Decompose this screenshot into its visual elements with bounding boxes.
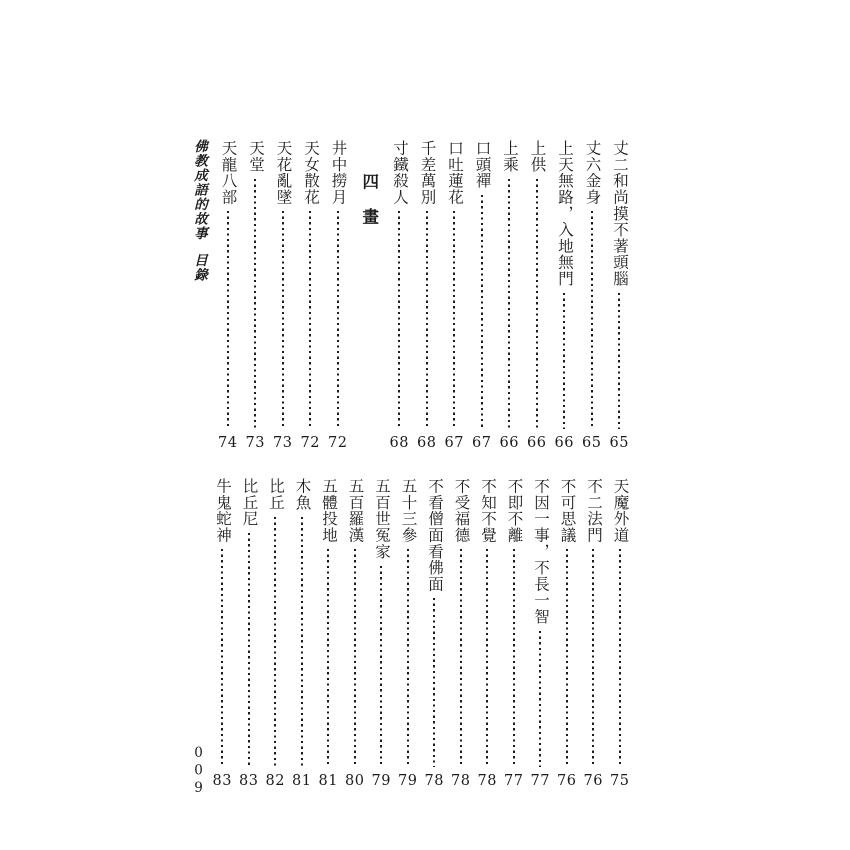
dot-leader (551, 290, 579, 433)
toc-entry (413, 140, 441, 450)
toc-entry (523, 140, 551, 450)
dot-leader (606, 290, 634, 433)
toc-entry (214, 140, 242, 450)
dot-leader (474, 546, 501, 770)
dot-leader (262, 514, 289, 771)
toc-entry (554, 478, 581, 788)
toc-entry-title: 上供 (528, 140, 547, 173)
toc-entry-title: 丈六金身 (583, 140, 602, 206)
toc-entry-page: 67 (472, 434, 492, 451)
dot-leader (289, 514, 316, 771)
toc-entry-title: 不即不離 (505, 478, 524, 544)
dot-leader (523, 176, 551, 433)
toc-entry-title: 千差萬別 (418, 140, 437, 206)
dot-leader (269, 208, 297, 432)
toc-entry-title: 比丘 (267, 478, 285, 511)
toc-entry-title: 不受福德 (452, 478, 471, 544)
toc-entry-title: 比丘尼 (240, 478, 259, 527)
dot-leader (441, 208, 469, 432)
toc-entry (607, 478, 634, 788)
toc-entry-page: 82 (265, 772, 285, 789)
dot-leader (501, 546, 528, 770)
toc-entry (474, 478, 501, 788)
toc-entry (262, 478, 289, 788)
toc-entry (448, 478, 475, 788)
toc-entry-title: 天女散花 (302, 140, 320, 206)
toc-entry-page: 75 (610, 772, 630, 789)
dot-leader (242, 176, 270, 433)
dot-leader (448, 546, 475, 770)
toc-entry-page: 73 (245, 434, 265, 451)
toc-entry-title: 天花亂墜 (274, 140, 293, 206)
dot-leader (527, 628, 554, 771)
toc-entry-page: 65 (582, 434, 602, 451)
toc-entry (297, 140, 325, 450)
toc-entry-page: 68 (389, 434, 409, 451)
dot-leader (580, 546, 607, 770)
toc-entry-page: 77 (504, 772, 524, 789)
toc-entry (551, 140, 579, 450)
toc-entry-page: 65 (609, 434, 629, 451)
dot-leader (421, 595, 448, 770)
toc-entry (242, 140, 270, 450)
toc-entry-title: 上天無路，入地無門 (556, 140, 574, 287)
toc-entry-title: 口吐蓮花 (446, 140, 464, 206)
dot-leader (297, 208, 325, 432)
toc-entry-title: 木魚 (293, 478, 312, 511)
toc-entry (496, 140, 524, 450)
toc-entry-page: 77 (530, 772, 550, 789)
toc-entry-page: 83 (212, 772, 232, 789)
dot-leader (496, 176, 524, 433)
page-number-folio: 009 (190, 745, 207, 798)
dot-leader (324, 208, 352, 432)
toc-entry-page: 76 (583, 772, 603, 789)
dot-leader (578, 208, 606, 432)
toc-entry-title: 口頭禪 (473, 140, 492, 189)
toc-entry-page: 81 (292, 772, 312, 789)
toc-entry-title: 不看僧面看佛面 (426, 478, 444, 593)
toc-entry-title: 寸鐵殺人 (391, 140, 409, 206)
toc-entry-page: 79 (398, 772, 418, 789)
toc-entry-page: 81 (318, 772, 338, 789)
toc-entry (527, 478, 554, 788)
toc-entry-page: 78 (424, 772, 444, 789)
toc-entry-title: 丈二和尚摸不著頭腦 (611, 140, 629, 287)
toc-entry-page: 68 (417, 434, 437, 451)
toc-entry (368, 478, 395, 788)
toc-entry (606, 140, 634, 450)
toc-entry-page: 79 (371, 772, 391, 789)
toc-entry (269, 140, 297, 450)
toc-label: 目錄 (191, 252, 207, 282)
toc-entry-title: 天堂 (247, 140, 265, 173)
toc-entry (236, 478, 263, 788)
toc-entry-title: 上乘 (501, 140, 519, 173)
dot-leader (468, 192, 496, 433)
toc-entry-page: 73 (273, 434, 293, 451)
toc-entry-title: 不知不覺 (479, 478, 497, 544)
toc-entry-page: 78 (451, 772, 471, 789)
toc-entry-page: 67 (444, 434, 464, 451)
book-title: 佛教成語的故事 (191, 139, 207, 241)
toc-entry (324, 140, 352, 450)
dot-leader (386, 208, 414, 432)
toc-block-top (214, 140, 633, 450)
toc-entry-page: 72 (300, 434, 320, 451)
toc-entry-page: 78 (477, 772, 497, 789)
toc-entry-page: 76 (557, 772, 577, 789)
toc-entry-title: 五體投地 (320, 478, 338, 544)
toc-entry-title: 不因一事，不長一智 (532, 478, 550, 625)
toc-entry (289, 478, 316, 788)
dot-leader (395, 546, 422, 770)
section-header (352, 140, 386, 450)
toc-entry (441, 140, 469, 450)
toc-entry-title: 不可思議 (558, 478, 577, 544)
toc-entry-page: 80 (345, 772, 365, 789)
book-title-sidebar (189, 139, 209, 282)
toc-entry-title: 不二法門 (585, 478, 603, 544)
toc-entry-title: 天魔外道 (611, 478, 630, 544)
toc-block-bottom (209, 478, 633, 788)
toc-entry-title: 五十三參 (399, 478, 418, 544)
toc-entry-title: 井中撈月 (329, 140, 348, 206)
toc-entry-page: 83 (239, 772, 259, 789)
dot-leader (554, 546, 581, 770)
toc-entry (501, 478, 528, 788)
toc-entry (580, 478, 607, 788)
toc-entry (315, 478, 342, 788)
dot-leader (413, 208, 441, 432)
toc-entry (421, 478, 448, 788)
toc-entry (468, 140, 496, 450)
dot-leader (315, 546, 342, 770)
dot-leader (236, 530, 263, 771)
toc-entry (342, 478, 369, 788)
toc-entry-page: 66 (554, 434, 574, 451)
dot-leader (607, 546, 634, 770)
toc-entry-page: 72 (328, 434, 348, 451)
toc-entry (395, 478, 422, 788)
toc-entry (209, 478, 236, 788)
toc-entry-page: 74 (218, 434, 238, 451)
toc-entry-title: 五百羅漢 (346, 478, 365, 544)
toc-entry-title: 五百世冤家 (373, 478, 391, 560)
toc-entry-page: 66 (527, 434, 547, 451)
toc-entry-page: 66 (499, 434, 519, 451)
toc-entry (386, 140, 414, 450)
dot-leader (342, 546, 369, 770)
section-header-label: 四 畫 (359, 173, 379, 226)
toc-entry (578, 140, 606, 450)
toc-entry-title: 天龍八部 (219, 140, 238, 206)
dot-leader (209, 546, 236, 770)
dot-leader (214, 208, 242, 432)
dot-leader (368, 563, 395, 771)
toc-entry-title: 牛鬼蛇神 (214, 478, 232, 544)
